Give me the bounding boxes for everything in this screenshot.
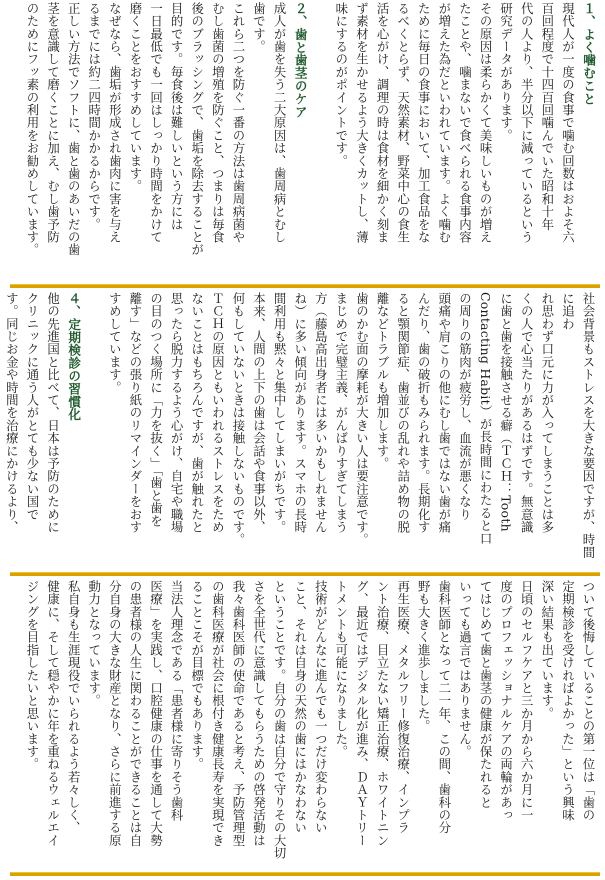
text-line: すめしています。 [107,292,123,394]
text-line: むし歯菌の増殖を防ぐこと、つまりは毎食 [210,2,226,244]
text-line: まじめで完璧主義、がんばりすぎてしまう [333,292,349,534]
text-line: 深い結果も出ています。 [539,580,555,720]
text-line: 味にするのがポイントです。 [333,2,349,168]
text-line: 活を心がけ、調理の時は食材を細かく刻ま [375,2,391,244]
section-heading-chew-well: １、よく噛むこと [581,2,596,106]
text-line: が増えた為だといわれています。よく噛む [436,2,452,244]
section-heading-regular-checkups: ４、定期検診の習慣化 [66,292,82,421]
article-band-bottom [14,580,598,870]
text-line: これら二つを防ぐ一番の方法は歯周病菌や [230,2,246,244]
text-line: トメントも可能になりました。 [333,580,349,758]
text-line: 後のブラッシングで、歯垢を除去することが [189,2,205,256]
article-band-middle [4,292,598,568]
text-line: に歯と歯を接触させる癖（ＴＣＨ：Tooth [498,292,514,532]
text-line: 現代人が一度の食事で噛む回数はおよそ六 [560,2,576,244]
text-line: ということです。自分の歯は自分で守りその大切 [272,580,288,860]
text-line: ると顎関節症、歯並びの乱れや詰め物の脱 [395,292,411,534]
text-line: 他の先進国と比べて、日本は予防のために [45,292,61,534]
text-line: の目のつく場所に「力を抜く」「歯と歯を [148,292,164,528]
text-line: 日頃のセルフケアと三か月から六か月に一 [519,580,535,822]
text-line: す。同じお金や時間を治療にかけるより、 [4,292,20,534]
text-line: 何もしていないときは接触しないものです。 [230,292,246,546]
text-line: 定期検診を受ければよかった」という興味 [560,580,576,822]
text-line: 度のプロフェッショナルケアの両輪があっ [498,580,514,822]
text-line: くの人で心当たりがあるはずです。無意識 [519,292,535,534]
text-line [0,292,1,568]
text-line: ることこそが目標でもあります。 [189,580,205,771]
text-line: 野も大きく進歩しました。 [416,580,432,733]
text-line: Contacting Habit）が長時間にわたると口 [478,292,494,545]
text-line: ジングを目指したいと思います。 [24,580,40,771]
section-body-chew-well [330,2,577,282]
text-line: 方（藤島高出身者には多いかもしれません [313,292,329,534]
section-body-regular-checkups-continued [21,580,598,870]
text-line: 分自身の大きな財産となり、さらに前進する原 [107,580,123,847]
text-line: 成人が歯を失う二大原因は、歯周病とむし [272,2,288,244]
text-line: ために毎日の食事において、加工食品をな [416,2,432,244]
text-line: んだり、歯の破折もみられます。長期化す [416,292,432,534]
text-line: 医療」を実践し、口腔健康の仕事を通して大勢 [148,580,164,847]
text-line: クリニックに通う人がとても少ない国で [24,292,40,521]
text-line: の患者様の人生に関わることができることは自 [127,580,143,847]
divider-rule [10,572,600,576]
divider-rule [10,872,600,876]
text-line: 私自身も生涯現役でいられるよう若々しく、 [66,580,82,834]
text-line: 離などトラブルも増加します。 [375,292,391,470]
section-body-teeth-gum-care [21,2,289,282]
text-line: たことや、噛まないで食べられる食事内容 [457,2,473,244]
text-line: るまでには約二四時間かかるからです。 [86,2,102,231]
vertical-text-columns [0,580,598,870]
text-line: 歯のかむ面の摩耗が大きい人は要注意です。 [354,292,370,546]
text-line: 再生医療、メタルフリー修復治療、インプラ [395,580,411,834]
vertical-text-columns [0,292,598,568]
text-line: るべくとらず、天然素材、野菜中心の食生 [395,2,411,244]
text-line: の歯科医療が社会に根付き健康長寿を実現でき [210,580,226,847]
text-line: 目的です。毎食後は難しいという方には [169,2,185,231]
section-heading-teeth-gum-care: ２、歯と歯茎のケア [292,2,308,119]
divider-rule [10,284,600,288]
author-signature [0,580,1,870]
text-line: ず素材を生かせるよう大きくカットし、薄 [354,2,370,244]
text-line: グ、最近ではデジタル化が進み、ＤＡＹトリー [354,580,370,847]
text-line: 一日最低でも一回はしっかり時間をかけて [148,2,164,244]
section-heading-protect-teeth [0,2,1,282]
text-line: ント治療、目立たない矯正治療、ホワイトニン [375,580,391,847]
text-line: 技術がどんなに進んでも一つだけ変わらない [313,580,329,834]
text-line: 我々歯科医師の使命であると考え、予防管理型 [230,580,246,847]
section-body-regular-checkups [0,292,63,568]
text-line: なぜなら、歯垢が形成され歯肉に害を与え [107,2,123,244]
text-line: 百回程度で十四百回噛んでいた昭和十年 [539,2,555,231]
text-line: いっても過言ではありません。 [457,580,473,758]
text-line: の周りの筋肉が疲労し、血流が悪くなり [457,292,473,521]
text-line: 頭痛や肩こりの他にむし歯ではない歯が痛 [436,292,452,534]
text-line: ついて後悔していることの第一位は「歯の [581,580,596,822]
text-line: 本来、人間の上下の歯は会話や食事以外、 [251,292,267,534]
text-line: てはじめて歯と歯茎の健康が保たれると [478,580,494,809]
text-line: こと、それは自身の天然の歯にはかなわない [292,580,308,834]
vertical-text-columns [0,2,598,282]
text-line: その原因は柔らかくて美味しいものが増え [478,2,494,244]
text-line: 歯です。 [251,2,267,53]
text-line: 正しい方法でソフトに、歯と歯のあいだの歯 [66,2,82,256]
text-line: 動力となっています。 [86,580,102,707]
text-line: ね）に多い傾向があります。スマホの長時 [292,292,308,534]
text-line: 離す」などの張り紙のリマインダーをおす [127,292,143,534]
text-line: 研究データがあります。 [498,2,514,142]
text-line: 磨くことをおすすめしています。 [127,2,143,193]
text-line: 歯科医師となって二一年、この間、歯科の分 [436,580,452,834]
text-line: 思ったら脱力するよう心がけ、自宅や職場 [169,292,185,534]
text-line: 間利用も黙々と集中してしまいがちです。 [272,292,288,534]
section-body-protect-teeth-continued [104,292,598,568]
article-band-top [14,2,598,282]
text-line: 代の人より、半分以下に減っているという [519,2,535,244]
text-line: 健康に、そして穏やかに年を重ねるウェルエイ [45,580,61,847]
text-line: のためにフッ素の利用をお勧めしています。 [24,2,40,256]
text-line: れ思わず口元に力が入ってしまうことは多 [539,292,555,534]
text-line: 当法人理念である「患者様に寄りそう歯科 [169,580,185,822]
text-line: ＴＣＨの原因ともいわれるストレスをため [210,292,226,534]
text-line: 社会背景もストレスを大きな要因ですが、時間に追わ [560,292,596,559]
text-line: さを全世代に意識してもらうための啓発活動は [251,580,267,847]
text-line: ないことはもちろんですが、歯が触れたと [189,292,205,534]
text-line: 茎を意識して磨くことに加え、むし歯予防 [45,2,61,244]
